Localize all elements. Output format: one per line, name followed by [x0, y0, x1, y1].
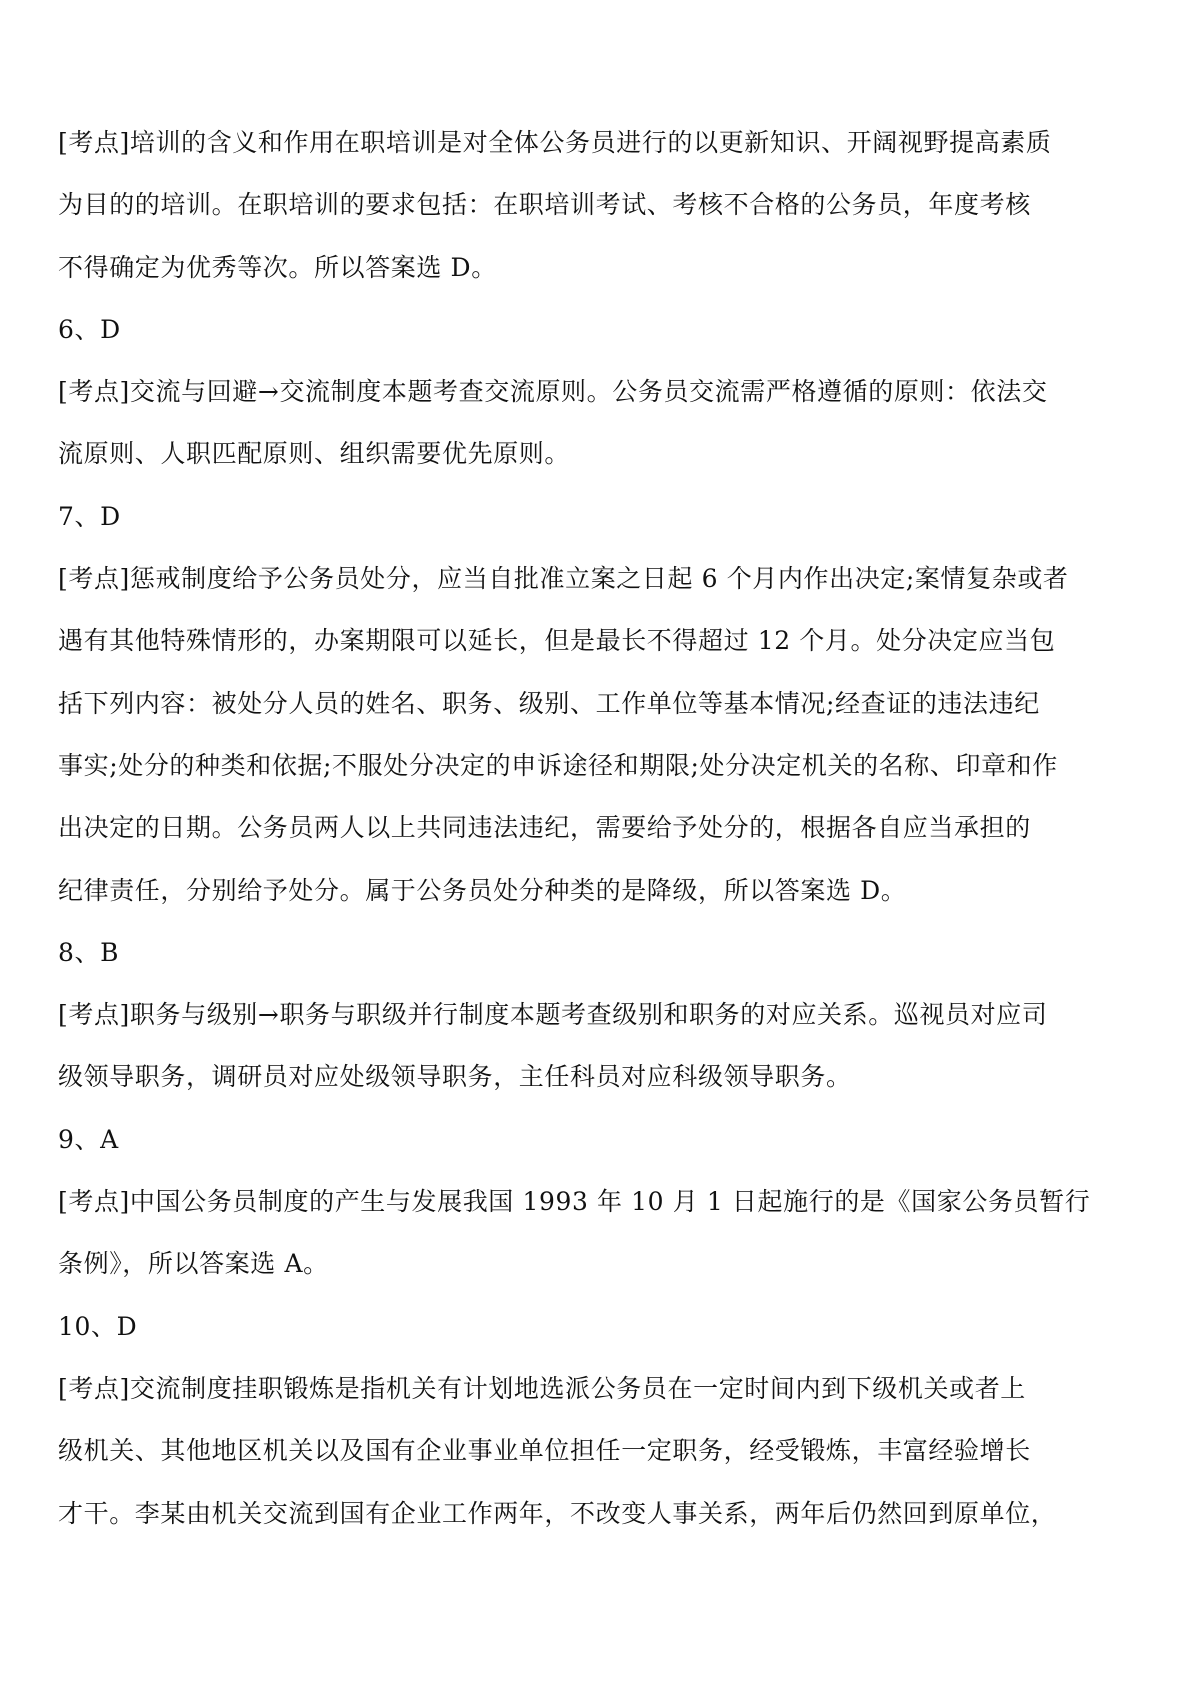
text-line: 事实;处分的种类和依据;不服处分决定的申诉途径和期限;处分决定机关的名称、印章和作: [58, 750, 1058, 780]
text-line: 遇有其他特殊情形的，办案期限可以延长，但是最长不得超过 12 个月。处分决定应当包: [58, 626, 1056, 656]
text-line: 条例》，所以答案选 A。: [58, 1249, 329, 1279]
text-line: 出决定的日期。公务员两人以上共同违法违纪，需要给予处分的，根据各自应当承担的: [58, 813, 1031, 843]
text-line: 级领导职务，调研员对应处级领导职务，主任科员对应科级领导职务。: [58, 1062, 852, 1092]
answer-heading: 8、B: [58, 937, 120, 967]
text-line: 纪律责任，分别给予处分。属于公务员处分种类的是降级，所以答案选 D。: [58, 875, 907, 905]
text-line: 流原则、人职匹配原则、组织需要优先原则。: [58, 439, 571, 469]
text-line: [考点]职务与级别→职务与职级并行制度本题考查级别和职务的对应关系。巡视员对应司: [58, 1000, 1048, 1030]
answer-heading: 10、D: [58, 1311, 138, 1341]
text-line: [考点]交流制度挂职锻炼是指机关有计划地选派公务员在一定时间内到下级机关或者上: [58, 1373, 1026, 1403]
document-body: [58, 112, 1140, 1545]
text-line: 级机关、其他地区机关以及国有企业事业单位担任一定职务，经受锻炼，丰富经验增长: [58, 1436, 1031, 1466]
answer-heading: 7、D: [58, 501, 121, 531]
text-line: [考点]培训的含义和作用在职培训是对全体公务员进行的以更新知识、开阔视野提高素质: [58, 128, 1052, 157]
text-line: 为目的的培训。在职培训的要求包括：在职培训考试、考核不合格的公务员，年度考核: [58, 190, 1031, 220]
text-line: [考点]中国公务员制度的产生与发展我国 1993 年 10 月 1 日起施行的是《国家公务员暂行: [58, 1187, 1091, 1217]
text-line: 不得确定为优秀等次。所以答案选 D。: [58, 252, 497, 282]
text-line: 括下列内容：被处分人员的姓名、职务、级别、工作单位等基本情况;经查证的违法违纪: [58, 688, 1040, 718]
answer-heading: 6、D: [58, 314, 121, 344]
answer-heading: 9、A: [58, 1124, 119, 1154]
text-line: [考点]交流与回避→交流制度本题考查交流原则。公务员交流需严格遵循的原则：依法交: [58, 377, 1048, 407]
text-line: 才干。李某由机关交流到国有企业工作两年，不改变人事关系，两年后仍然回到原单位，: [58, 1498, 1057, 1528]
text-line: [考点]惩戒制度给予公务员处分，应当自批准立案之日起 6 个月内作出决定;案情复杂或者: [58, 564, 1069, 594]
